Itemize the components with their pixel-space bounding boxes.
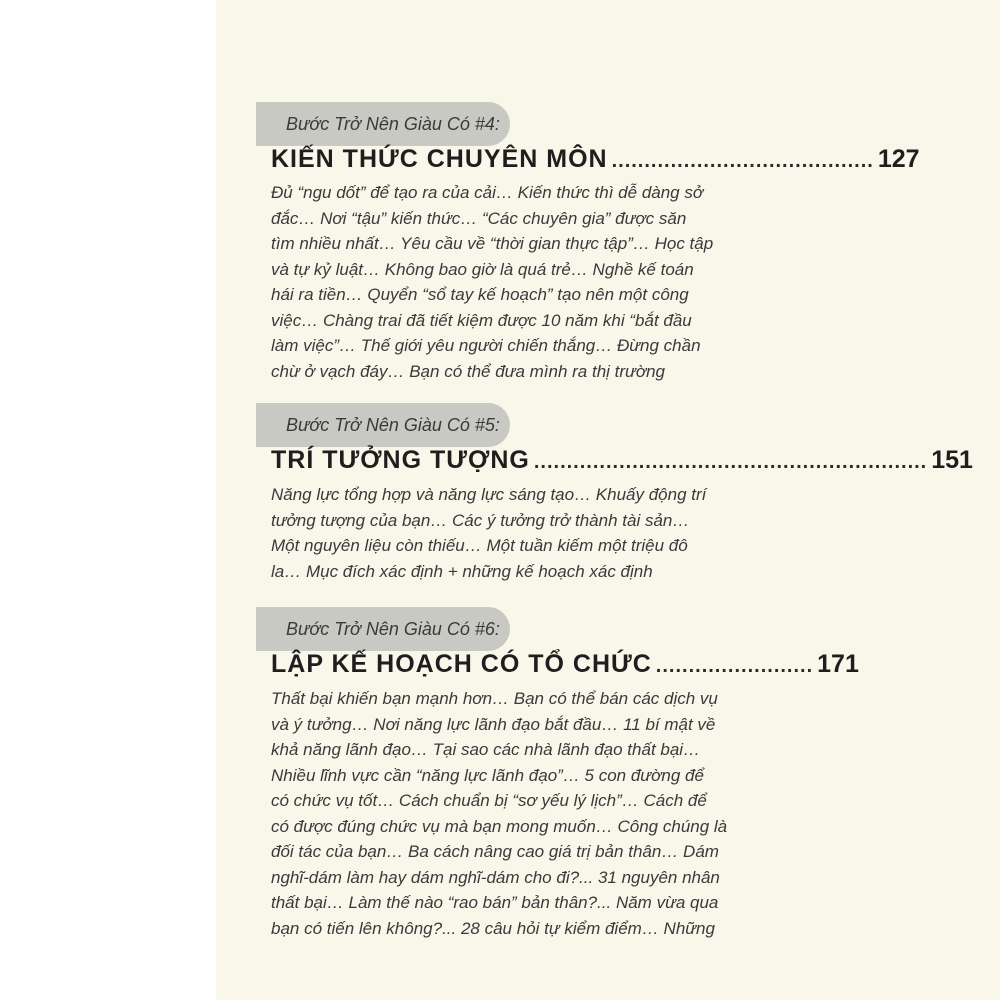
chapter-heading: [271, 145, 920, 185]
chapter-title: TRÍ TƯỞNG TƯỢNG: [271, 446, 530, 474]
summary-line: Năng lực tổng hợp và năng lực sáng tạo… Khuấy động trí: [271, 485, 707, 504]
summary-line: Một nguyên liệu còn thiếu… Một tuần kiếm một triệu đô: [271, 536, 688, 555]
summary-line: và ý tưởng… Nơi năng lực lãnh đạo bắt đầu… 11 bí mật về: [271, 714, 716, 734]
chapter-title: LẬP KẾ HOẠCH CÓ TỔ CHỨC: [271, 650, 652, 678]
summary-line: chừ ở vạch đáy… Bạn có thể đưa mình ra thị trường: [271, 361, 666, 381]
page-number: 151: [931, 446, 973, 474]
summary-line: nghĩ-dám làm hay dám nghĩ-dám cho đi?... 31 nguyên nhân: [271, 867, 720, 887]
summary-line: Nhiều lĩnh vực cần “năng lực lãnh đạo”… 5 con đường để: [271, 765, 704, 785]
summary-line: có chức vụ tốt… Cách chuẩn bị “sơ yếu lý lịch”… Cách để: [271, 791, 707, 810]
page-number: 127: [877, 145, 920, 173]
summary-line: đối tác của bạn… Ba cách nâng cao giá trị bản thân… Dám: [271, 842, 719, 861]
book-page: [216, 0, 1000, 1000]
step-label-tab: Bước Trở Nên Giàu Có #6:: [256, 607, 510, 651]
summary-line: la… Mục đích xác định + những kế hoạch xác định: [271, 561, 653, 581]
chapter-title: KIẾN THỨC CHUYÊN MÔN: [271, 145, 608, 173]
summary-line: tìm nhiều nhất… Yêu cầu về “thời gian thực tập”… Học tập: [271, 234, 714, 253]
dot-leader: ............................................................: [533, 451, 928, 473]
chapter-heading: [271, 446, 973, 486]
dot-leader: ........................: [655, 655, 814, 677]
summary-line: làm việc”… Thế giới yêu người chiến thắng… Đừng chần: [271, 336, 701, 355]
page-number: 171: [817, 650, 859, 678]
step-label-tab: Bước Trở Nên Giàu Có #4:: [256, 102, 510, 146]
chapter-summary: [271, 482, 739, 584]
chapter-heading: [271, 650, 859, 690]
summary-line: Đủ “ngu dốt” để tạo ra của cải… Kiến thức thì dễ dàng sở: [271, 183, 704, 202]
chapter-summary: [271, 686, 739, 941]
summary-line: đắc… Nơi “tậu” kiến thức… “Các chuyên gia” được săn: [271, 208, 687, 228]
summary-line: bạn có tiến lên không?... 28 câu hỏi tự kiểm điểm… Những: [271, 918, 715, 938]
summary-line: thất bại… Làm thế nào “rao bán” bản thân?... Năm vừa qua: [271, 893, 719, 912]
summary-line: tưởng tượng của bạn… Các ý tưởng trở thành tài sản…: [271, 510, 690, 530]
summary-line: có được đúng chức vụ mà bạn mong muốn… Công chúng là: [271, 816, 728, 836]
summary-line: hái ra tiền… Quyển “sổ tay kế hoạch” tạo nên một công: [271, 285, 689, 304]
summary-line: Thất bại khiến bạn mạnh hơn… Bạn có thể bán các dịch vụ: [271, 689, 718, 708]
dot-leader: ........................................: [611, 150, 874, 172]
summary-line: và tự kỷ luật… Không bao giờ là quá trẻ… Nghề kế toán: [271, 259, 694, 279]
summary-line: việc… Chàng trai đã tiết kiệm được 10 năm khi “bắt đầu: [271, 310, 692, 330]
summary-line: khả năng lãnh đạo… Tại sao các nhà lãnh đạo thất bại…: [271, 740, 701, 759]
chapter-summary: [271, 180, 739, 384]
step-label-tab: Bước Trở Nên Giàu Có #5:: [256, 403, 510, 447]
